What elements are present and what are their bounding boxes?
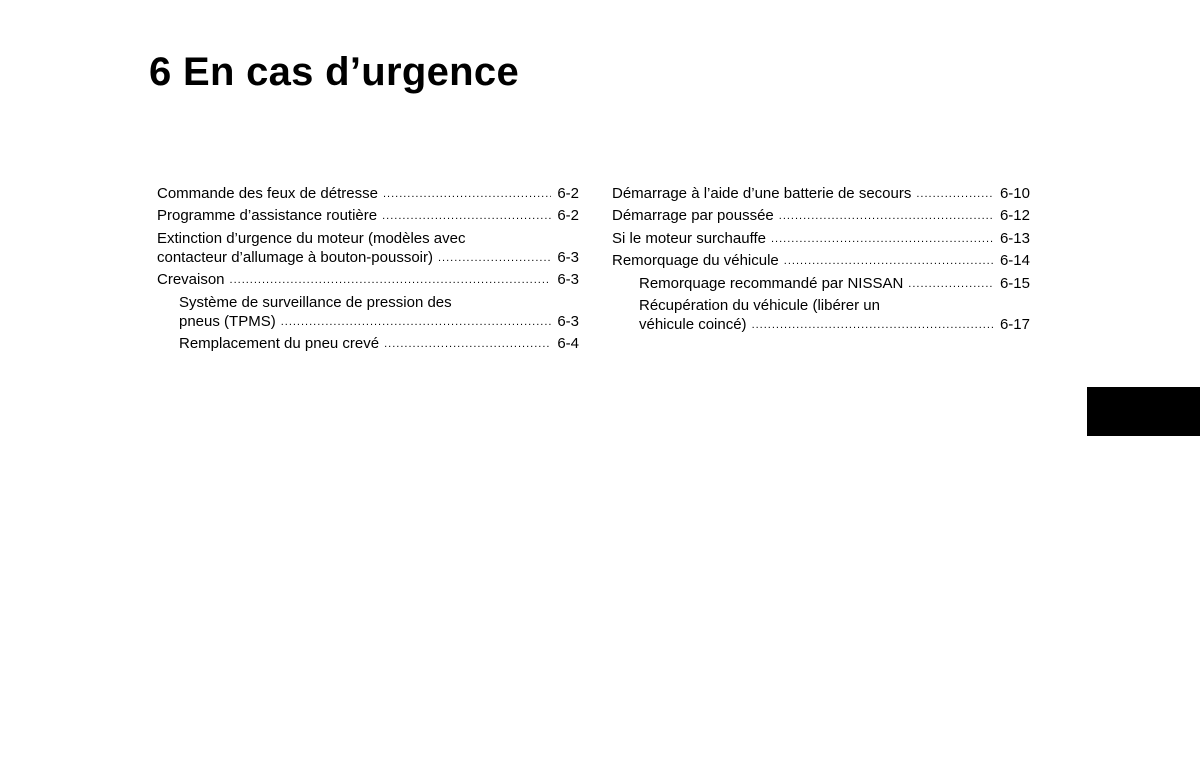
toc-entry-changing-flat-tire[interactable]: [157, 334, 579, 355]
toc-page-number: 6-17: [999, 315, 1030, 333]
toc-entry-text-line1: Récupération du véhicule (libérer un: [639, 296, 880, 314]
toc-entry-vehicle-recovery[interactable]: [612, 296, 1030, 336]
toc-entry-text-line1: Extinction d’urgence du moteur (modèles avec: [157, 229, 466, 247]
toc-entry-text: Remorquage du véhicule: [612, 252, 779, 270]
toc-page-number: 6-4: [557, 334, 579, 352]
toc-entry-text: pneus (TPMS): [179, 312, 276, 330]
toc-entry-text: Programme d’assistance routière: [157, 207, 378, 225]
toc-entry-flat-tire[interactable]: [157, 270, 579, 291]
toc-page-number: 6-14: [999, 252, 1030, 270]
dot-leader: [383, 185, 551, 204]
toc-page-number: 6-2: [557, 207, 579, 225]
toc-page-number: 6-2: [557, 185, 579, 202]
toc-entry-text: Remorquage recommandé par NISSAN: [639, 274, 904, 292]
dot-leader: [784, 252, 994, 271]
dot-leader: [771, 230, 994, 249]
toc-page-number: 6-3: [557, 312, 579, 330]
toc-entry-text: Si le moteur surchauffe: [612, 229, 766, 247]
toc-entry-text: véhicule coincé): [639, 315, 747, 333]
toc-entry-text: Démarrage par poussée: [612, 207, 774, 225]
toc-page-number: 6-13: [999, 229, 1030, 247]
toc-right-column: [612, 184, 1030, 337]
chapter-title: 6 En cas d’urgence: [149, 50, 519, 94]
dot-leader: [230, 271, 552, 290]
toc-page-number: 6-15: [999, 274, 1030, 292]
dot-leader: [438, 249, 551, 268]
toc-page-number: 6-3: [557, 271, 579, 289]
toc-page-number: 6-10: [999, 185, 1030, 202]
toc-entry-push-starting[interactable]: [612, 206, 1030, 227]
dot-leader: [908, 275, 994, 294]
toc-left-column: [157, 184, 579, 356]
toc-entry-text: Démarrage à l’aide d’une batterie de secours: [612, 185, 912, 202]
toc-page-number: 6-3: [557, 248, 579, 266]
toc-entry-jump-starting[interactable]: [612, 184, 1030, 205]
toc-entry-nissan-recommended-towing[interactable]: [612, 274, 1030, 295]
toc-entry-text-line1: Système de surveillance de pression des: [179, 293, 452, 311]
toc-entry-text: Crevaison: [157, 271, 225, 289]
dot-leader: [779, 207, 994, 226]
dot-leader: [281, 313, 552, 332]
toc-entry-text: Commande des feux de détresse: [157, 185, 378, 202]
toc-entry-text: Remplacement du pneu crevé: [179, 334, 380, 352]
toc-entry-engine-overheats[interactable]: [612, 229, 1030, 250]
dot-leader: [916, 185, 994, 204]
toc-page-number: 6-12: [999, 207, 1030, 225]
toc-entry-vehicle-towing[interactable]: [612, 251, 1030, 272]
chapter-side-tab: [1087, 387, 1200, 436]
dot-leader: [384, 335, 551, 354]
dot-leader: [752, 316, 994, 335]
toc-entry-hazard-lights[interactable]: [157, 184, 579, 205]
toc-entry-text: contacteur d’allumage à bouton-poussoir): [157, 248, 433, 266]
toc-entry-emergency-engine-shutoff[interactable]: [157, 229, 579, 269]
dot-leader: [382, 207, 551, 226]
toc-entry-roadside-assistance[interactable]: [157, 206, 579, 227]
toc-entry-tpms[interactable]: [157, 293, 579, 333]
